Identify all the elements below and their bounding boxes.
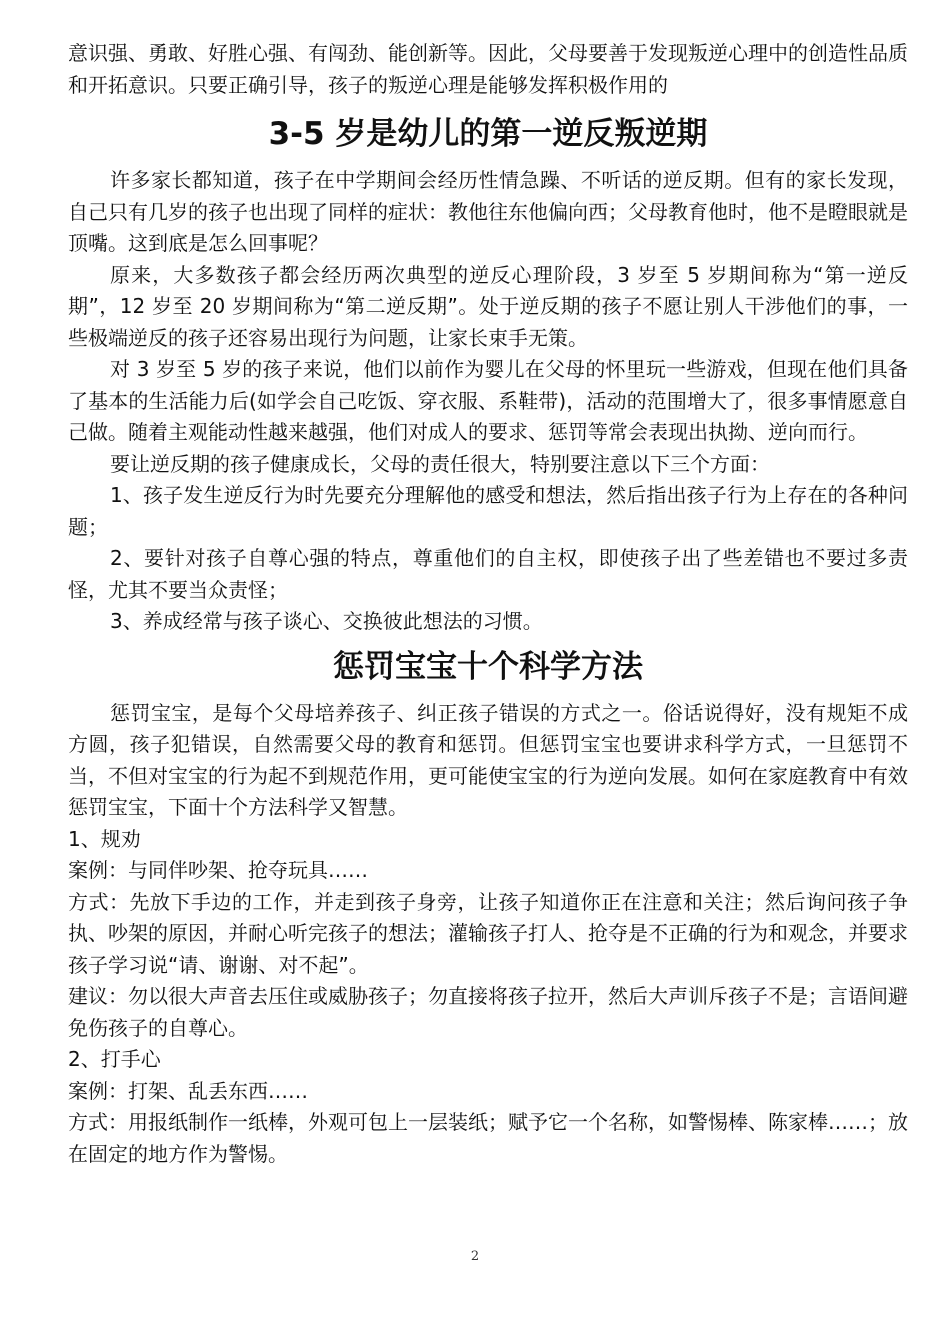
section1-list-item: 2、要针对孩子自尊心强的特点，尊重他们的自主权，即使孩子出了些差错也不要过多责怪，尤其不要当众责怪； xyxy=(68,546,908,602)
page-number: 2 xyxy=(470,1249,480,1264)
method-case: 案例：打架、乱丢东西…… xyxy=(68,1078,308,1103)
method-heading: 2、打手心 xyxy=(68,1047,161,1071)
method-advice: 建议：勿以很大声音去压住或威胁孩子；勿直接将孩子拉开，然后大声训斥孩子不是；言语间避免伤孩子的自尊心。 xyxy=(68,984,908,1040)
section1-list-item: 1、孩子发生逆反行为时先要充分理解他的感受和想法，然后指出孩子行为上存在的各种问题； xyxy=(68,483,908,539)
section2-intro: 惩罚宝宝，是每个父母培养孩子、纠正孩子错误的方式之一。俗话说得好，没有规矩不成方圆，孩子犯错误，自然需要父母的教育和惩罚。但惩罚宝宝也要讲求科学方式，一旦惩罚不当，不但对宝宝的行为起不到规范作用，更可能使宝宝的行为逆向发展。如何在家庭教育中有效惩罚宝宝，下面十个方法科学又智慧。 xyxy=(68,700,908,819)
section1-paragraph: 原来，大多数孩子都会经历两次典型的逆反心理阶段，3 岁至 5 岁期间称为“第一逆反期”，12 岁至 20 岁期间称为“第二逆反期”。处于逆反期的孩子不愿让别人干涉他们的事，一些极端逆反的孩子还容易出现行为问题，让家长束手无策。 xyxy=(68,262,908,350)
method-approach: 方式：先放下手边的工作，并走到孩子身旁，让孩子知道你正在注意和关注；然后询问孩子争执、吵架的原因，并耐心听完孩子的想法；灌输孩子打人、抢夺是不正确的行为和观念，并要求孩子学习说“请、谢谢、对不起”。 xyxy=(68,889,908,977)
method-approach: 方式：用报纸制作一纸棒，外观可包上一层装纸；赋予它一个名称，如警惕棒、陈家棒……；放在固定的地方作为警惕。 xyxy=(68,1110,908,1166)
section1-paragraph: 许多家长都知道，孩子在中学期间会经历性情急躁、不听话的逆反期。但有的家长发现，自己只有几岁的孩子也出现了同样的症状：教他往东他偏向西；父母教育他时，他不是瞪眼就是顶嘴。这到底是怎么回事呢？ xyxy=(68,168,908,255)
method-heading: 1、规劝 xyxy=(68,826,141,851)
method-case: 案例：与同伴吵架、抢夺玩具…… xyxy=(68,858,368,882)
section1-paragraph: 对 3 岁至 5 岁的孩子来说，他们以前作为婴儿在父母的怀里玩一些游戏，但现在他们具备了基本的生活能力后(如学会自己吃饭、穿衣服、系鞋带)，活动的范围增大了，很多事情愿意自己做。随着主观能动性越来越强，他们对成人的要求、惩罚等常会表现出执拗、逆向而行。 xyxy=(68,357,908,444)
section1-paragraph: 要让逆反期的孩子健康成长，父母的责任很大，特别要注意以下三个方面： xyxy=(110,451,770,476)
section2-title: 惩罚宝宝十个科学方法 xyxy=(333,648,643,685)
document-page xyxy=(68,38,908,1170)
section1-title: 3-5 岁是幼儿的第一逆反叛逆期 xyxy=(268,116,708,152)
intro-paragraph: 意识强、勇敢、好胜心强、有闯劲、能创新等。因此，父母要善于发现叛逆心理中的创造性品质和开拓意识。只要正确引导，孩子的叛逆心理是能够发挥积极作用的 xyxy=(68,41,908,97)
section1-list-item: 3、养成经常与孩子谈心、交换彼此想法的习惯。 xyxy=(110,609,543,633)
